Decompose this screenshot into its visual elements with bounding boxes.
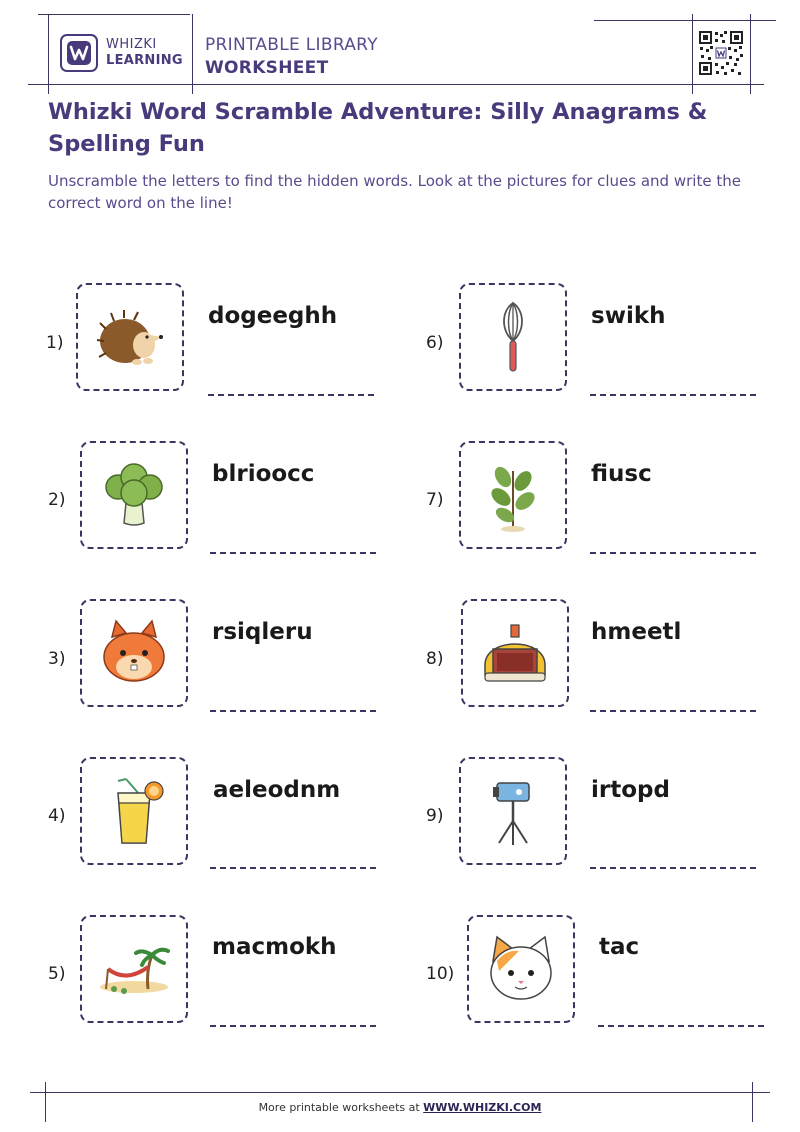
footer-link[interactable]: WWW.WHIZKI.COM xyxy=(423,1101,542,1114)
item-number: 1) xyxy=(46,333,64,353)
item-number: 2) xyxy=(48,490,66,510)
header-divider-mid xyxy=(192,14,193,94)
picture-box xyxy=(467,915,575,1023)
answer-line[interactable] xyxy=(210,1025,376,1027)
answer-line[interactable] xyxy=(590,394,756,396)
broccoli-icon xyxy=(96,457,172,533)
scrambled-word: tac xyxy=(599,934,640,960)
instructions: Unscramble the letters to find the hidden words. Look at the pictures for clues and write the correct word on the line! xyxy=(48,172,741,212)
lemonade-icon xyxy=(96,773,172,849)
brand-line1: WHIZKI xyxy=(106,37,157,52)
scrambled-word: rsiqleru xyxy=(212,619,313,645)
top-rule-right xyxy=(594,20,776,21)
library-label: PRINTABLE LIBRARY xyxy=(205,35,378,55)
item-number: 6) xyxy=(426,333,444,353)
picture-box xyxy=(459,757,567,865)
answer-line[interactable] xyxy=(598,1025,764,1027)
header-divider-right xyxy=(692,14,693,94)
picture-box xyxy=(80,599,188,707)
picture-box xyxy=(459,441,567,549)
scrambled-word: fiusc xyxy=(591,461,652,487)
picture-box xyxy=(461,599,569,707)
scrambled-word: dogeeghh xyxy=(208,303,338,329)
picture-box xyxy=(80,757,188,865)
header-bottom-rule xyxy=(28,84,764,85)
footer-text xyxy=(0,1101,800,1114)
brand-name xyxy=(106,37,183,69)
header-divider-far-right xyxy=(750,14,751,94)
page-title: Whizki Word Scramble Adventure: Silly Anagrams & Spelling Fun xyxy=(48,99,708,157)
item-number: 4) xyxy=(48,806,66,826)
hammock-icon xyxy=(96,931,172,1007)
cat-icon xyxy=(483,931,559,1007)
item-number: 7) xyxy=(426,490,444,510)
answer-line[interactable] xyxy=(210,710,376,712)
scrambled-word: hmeetl xyxy=(591,619,682,645)
header-divider-left xyxy=(48,14,49,94)
scrambled-word: swikh xyxy=(591,303,666,329)
picture-box xyxy=(80,915,188,1023)
scrambled-word: macmokh xyxy=(212,934,337,960)
whizki-logo[interactable] xyxy=(60,34,98,72)
picture-box xyxy=(80,441,188,549)
picture-box xyxy=(76,283,184,391)
scrambled-word: irtopd xyxy=(591,777,670,803)
item-number: 9) xyxy=(426,806,444,826)
hedgehog-icon xyxy=(92,299,168,375)
tripod-icon xyxy=(475,773,551,849)
footer-prefix: More printable worksheets at xyxy=(258,1101,424,1114)
answer-line[interactable] xyxy=(590,552,756,554)
worksheet-label: WORKSHEET xyxy=(205,58,329,78)
top-rule-left xyxy=(38,14,190,15)
scrambled-word: aeleodnm xyxy=(213,777,341,803)
answer-line[interactable] xyxy=(210,867,376,869)
ficus-icon xyxy=(475,457,551,533)
qr-code-icon[interactable] xyxy=(698,30,744,76)
footer-rule xyxy=(30,1092,770,1093)
answer-line[interactable] xyxy=(590,867,756,869)
answer-line[interactable] xyxy=(210,552,376,554)
squirrel-icon xyxy=(96,615,172,691)
item-number: 5) xyxy=(48,964,66,984)
helmet-icon xyxy=(477,615,553,691)
w-logo-icon xyxy=(66,40,92,66)
item-number: 10) xyxy=(426,964,455,984)
whisk-icon xyxy=(475,299,551,375)
answer-line[interactable] xyxy=(590,710,756,712)
scrambled-word: blrioocc xyxy=(212,461,315,487)
answer-line[interactable] xyxy=(208,394,374,396)
brand-line2: LEARNING xyxy=(106,53,183,68)
item-number: 8) xyxy=(426,649,444,669)
picture-box xyxy=(459,283,567,391)
item-number: 3) xyxy=(48,649,66,669)
